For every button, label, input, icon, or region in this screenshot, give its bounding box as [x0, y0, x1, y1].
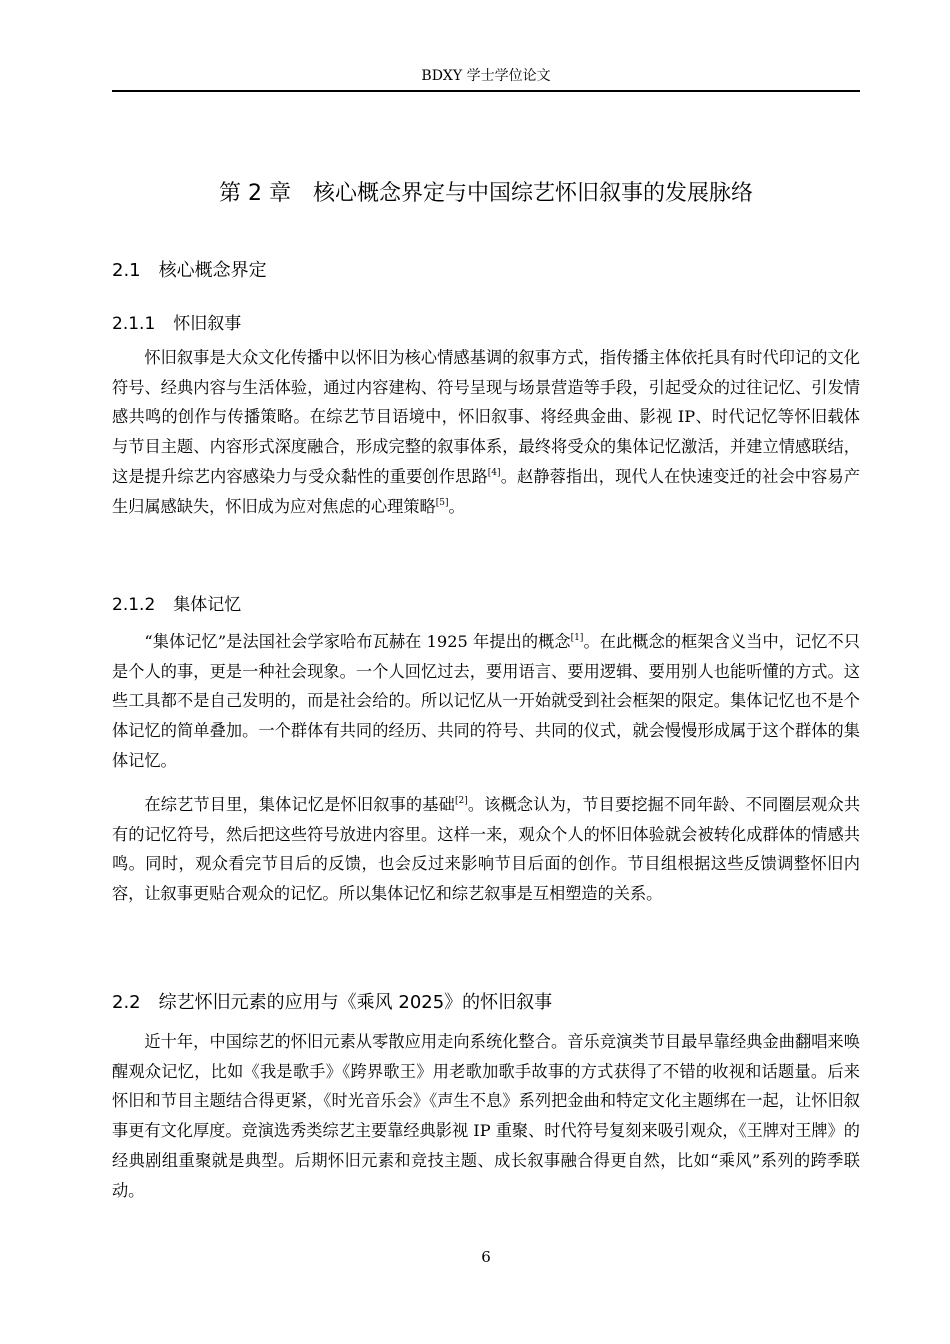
- section-heading-2-2: [112, 988, 552, 1014]
- section-number: 2.1.1: [112, 314, 156, 334]
- page-number: 6: [481, 1248, 491, 1266]
- subsection-heading-2-1-1: [112, 309, 241, 334]
- citation-ref: [4]: [487, 467, 501, 478]
- paragraph-nostalgic-narrative: [112, 343, 860, 521]
- section-title: 集体记忆: [173, 595, 242, 615]
- citation-ref: [2]: [454, 796, 468, 806]
- paragraph-text: 在综艺节目里，集体记忆是怀旧叙事的基础: [144, 795, 455, 814]
- paragraph-text: 。该概念认为，节目要挖掘不同年龄、不同圈层观众共有的记忆符号，然后把这些符号放进内容里。这样一来，观众个人的怀旧体验就会被转化成群体的情感共鸣。同时，观众看完节目后的反馈，也会反过来影响节目后面的创作。节目组根据这些反馈调整怀旧内容，让叙事更贴合观众的记忆。所以集体记忆和综艺叙事是互相塑造的关系。: [112, 795, 861, 904]
- section-title: 核心概念界定: [158, 260, 267, 281]
- paragraph-text: 近十年，中国综艺的怀旧元素从零散应用走向系统化整合。音乐竞演类节目最早靠经典金曲翻唱来唤醒观众记忆，比如《我是歌手》《跨界歌王》用老歌加歌手故事的方式获得了不错的收视和话题量。后来怀旧和节目主题结合得更紧，《时光音乐会》《声生不息》系列把金曲和特定文化主题绑在一起，让怀旧叙事更有文化厚度。竞演选秀类综艺主要靠经典影视 IP 重聚、时代符号复刻来吸引观众，《王牌对王牌》的经典剧组重聚就是典型。后期怀旧元素和竞技主题、成长叙事融合得更自然，比如“乘风”系列的跨季联动。: [112, 1032, 860, 1200]
- paragraph-collective-memory: [112, 627, 860, 776]
- citation-ref: [5]: [435, 497, 449, 508]
- paragraph-text: 怀旧叙事是大众文化传播中以怀旧为核心情感基调的叙事方式，指传播主体依托具有时代印记的文化符号、经典内容与生活体验，通过内容建构、符号呈现与场景营造等手段，引起受众的过往记忆、引发情感共鸣的创作与传播策略。在综艺节目语境中，怀旧叙事、将经典金曲、影视 IP、时代记忆等怀旧载体与节目主题、内容形式深度融合，形成完整的叙事体系，最终将受众的集体记忆激活，并建立情感联结，这是提升综艺内容感染力与受众黏性的重要创作思路: [112, 348, 860, 486]
- section-title: 怀旧叙事: [173, 314, 242, 334]
- section-heading-2-1: [112, 256, 267, 282]
- paragraph-text: “集体记忆”是法国社会学家哈布瓦赫在 1925 年提出的概念: [144, 632, 571, 651]
- section-number: 2.2: [112, 992, 141, 1013]
- section-title: 综艺怀旧元素的应用与《乘风 2025》的怀旧叙事: [158, 992, 553, 1013]
- paragraph-text: 。: [448, 496, 465, 516]
- subsection-heading-2-1-2: [112, 590, 241, 615]
- running-header: BDXY 学士学位论文: [112, 62, 860, 92]
- section-number: 2.1: [112, 260, 141, 281]
- paragraph-text: 。赵静蓉指出，现代人在快速变迁的社会中容易产生归属感缺失，怀旧成为应对焦虑的心理策略: [112, 466, 861, 516]
- citation-ref: [1]: [570, 633, 584, 643]
- chapter-title: 第 2 章 核心概念界定与中国综艺怀旧叙事的发展脉络: [219, 181, 753, 206]
- paragraph-variety-memory: [112, 790, 860, 909]
- paragraph-nostalgic-elements: [112, 1027, 860, 1205]
- paragraph-text: 。在此概念的框架含义当中，记忆不只是个人的事，更是一种社会现象。一个人回忆过去，要用语言、要用逻辑、要用别人也能听懂的方式。这些工具都不是自己发明的，而是社会给的。所以记忆从一开始就受到社会框架的限定。集体记忆也不是个体记忆的简单叠加。一个群体有共同的经历、共同的符号、共同的仪式，就会慢慢形成属于这个群体的集体记忆。: [112, 632, 860, 770]
- section-number: 2.1.2: [112, 595, 156, 615]
